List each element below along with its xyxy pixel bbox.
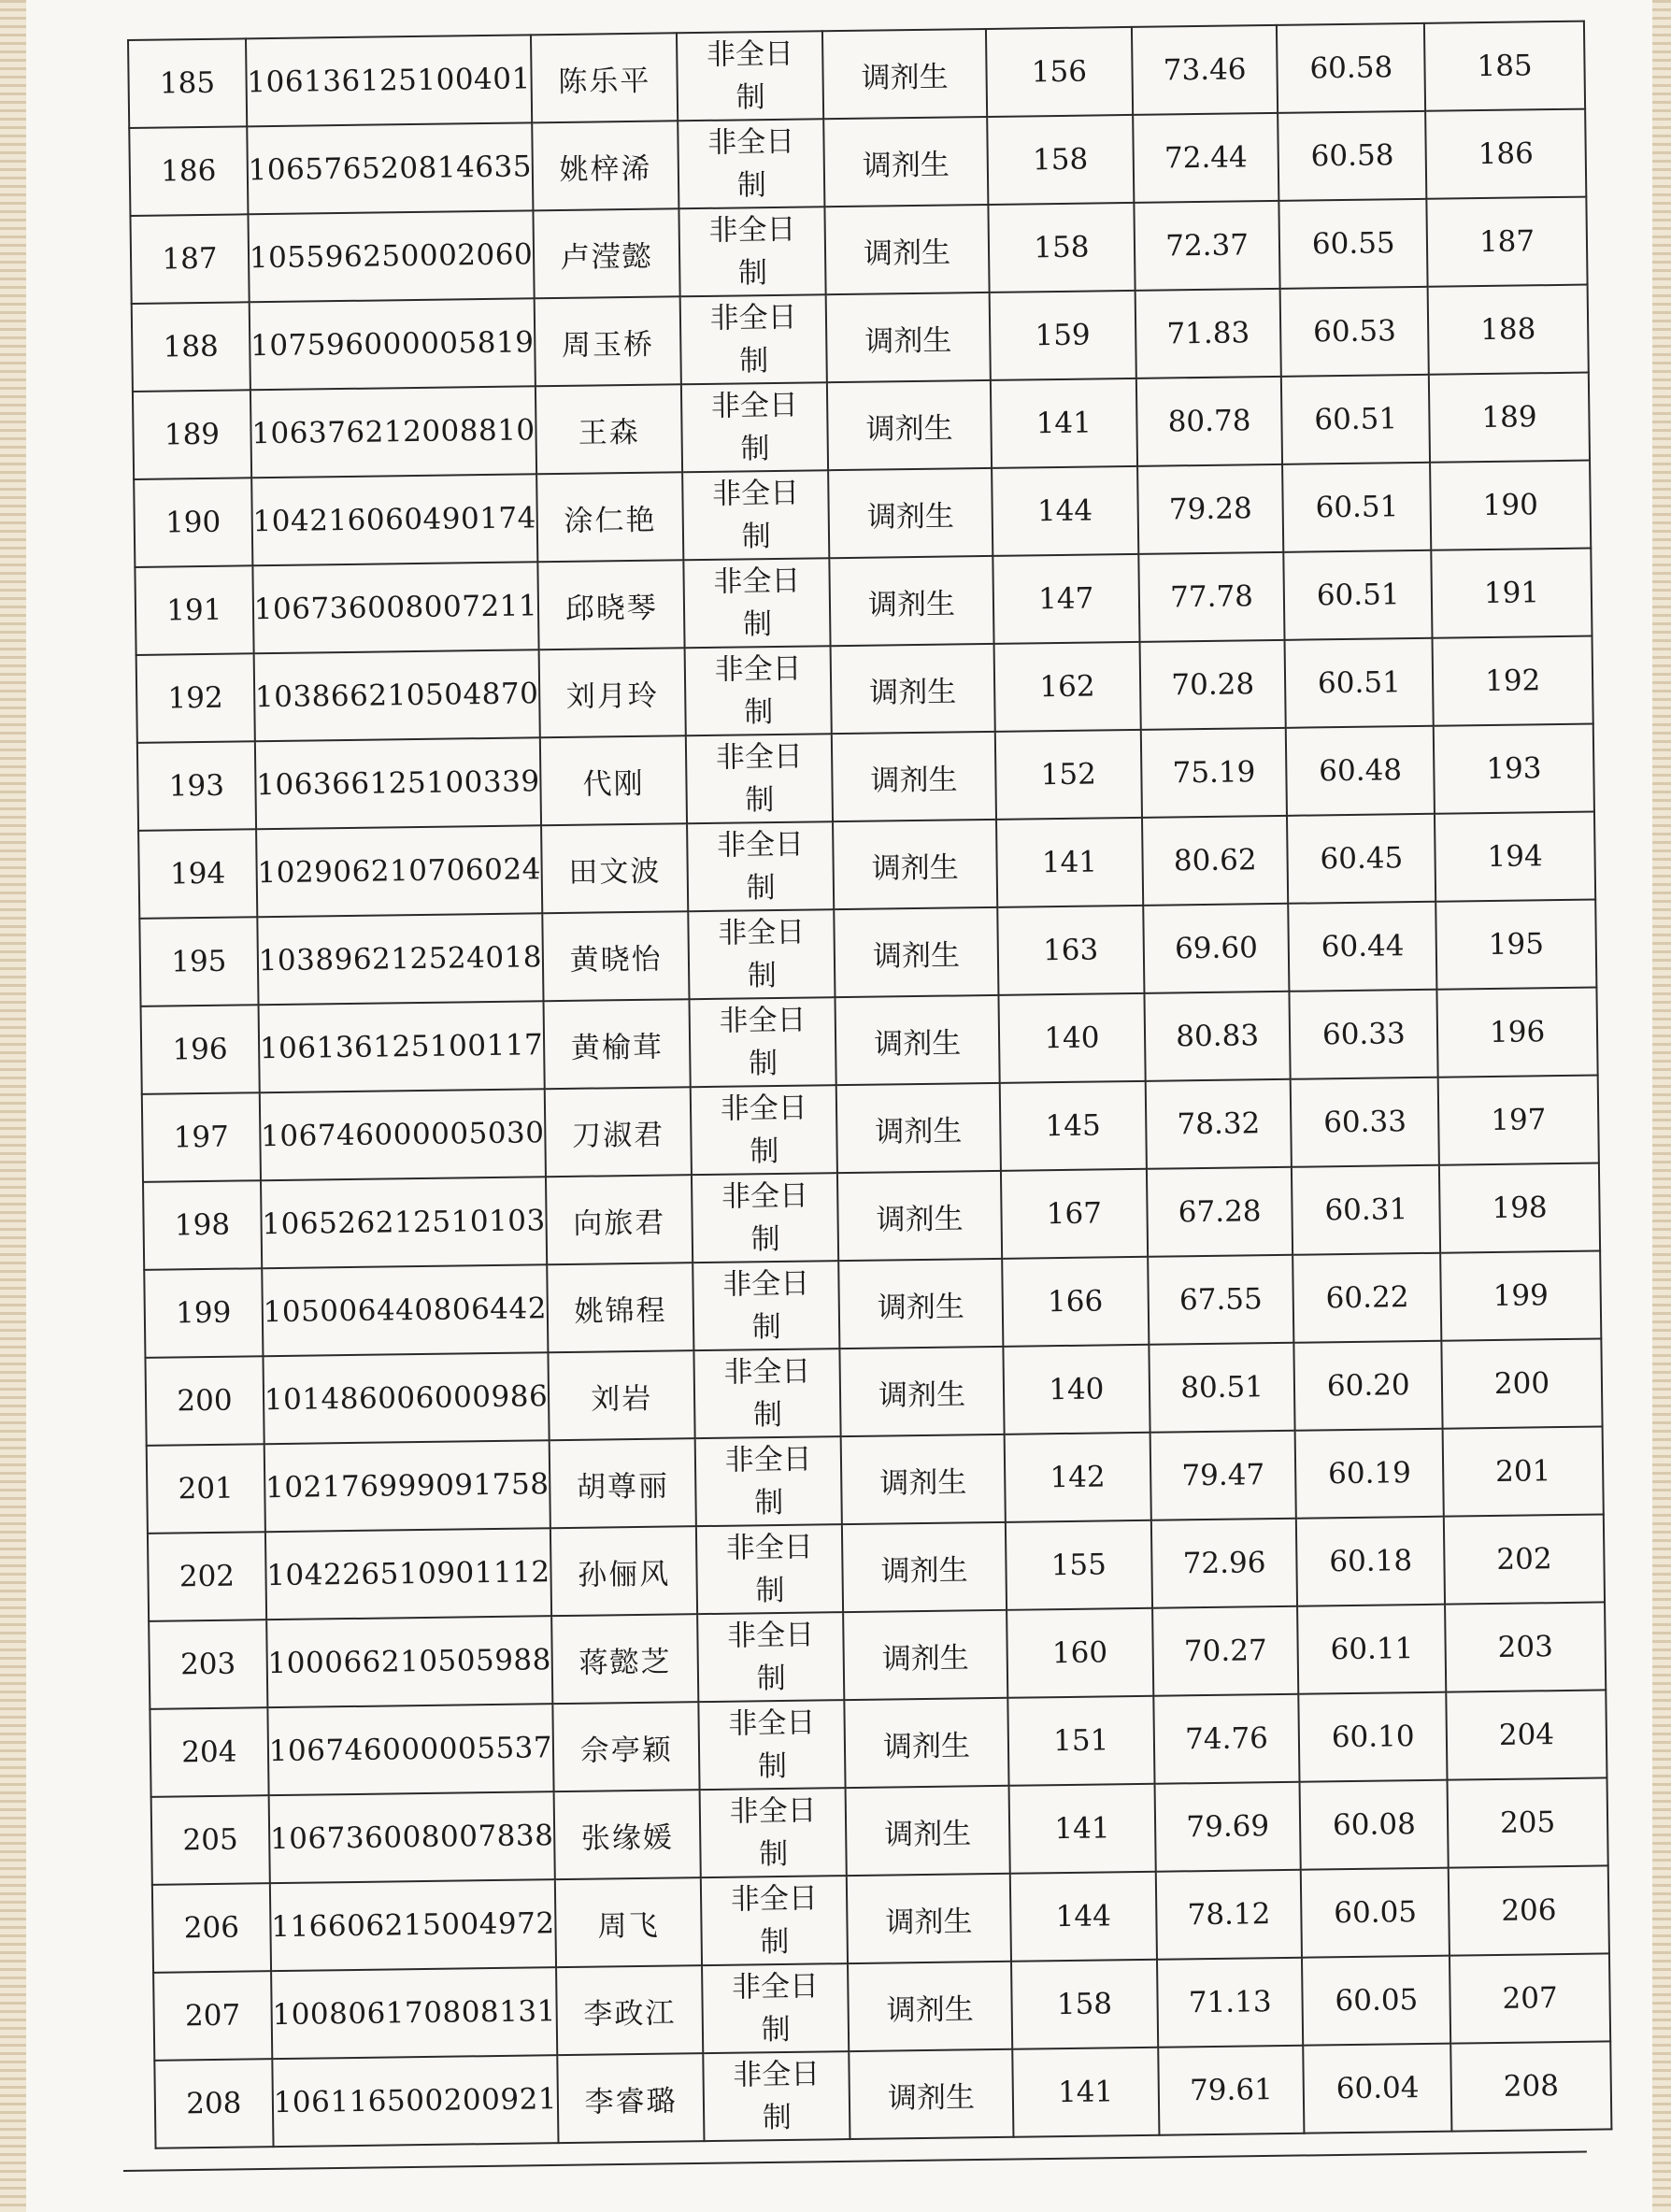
admission-category-cell: 调剂生 [833,820,997,909]
admission-category-cell: 调剂生 [823,117,988,207]
row-number-cell: 190 [134,478,252,567]
candidate-name-cell: 孙俪风 [550,1526,697,1616]
rank-cell: 189 [1429,373,1590,463]
initial-score-cell: 158 [988,203,1135,293]
interview-score-cell: 72.44 [1133,113,1279,203]
admission-category-cell: 调剂生 [825,205,990,294]
total-score-cell: 60.55 [1279,199,1428,289]
total-score-cell: 60.05 [1301,1868,1450,1958]
admission-category-cell: 调剂生 [828,468,993,558]
candidate-id-cell: 106116500200921 [272,2055,559,2147]
candidate-id-cell: 100806170808131 [271,1967,558,2059]
study-mode-cell: 非全日 制 [695,1436,842,1526]
candidate-name-cell: 李政江 [556,1965,703,2055]
interview-score-cell: 73.46 [1132,25,1278,115]
candidate-name-cell: 王森 [536,384,682,474]
candidate-name-cell: 黄晓怡 [542,911,689,1001]
total-score-cell: 60.48 [1286,726,1435,816]
study-mode-cell: 非全日 制 [702,1963,849,2053]
rank-cell: 202 [1444,1514,1605,1604]
candidate-name-cell: 姚梓浠 [532,121,678,210]
total-score-cell: 60.18 [1296,1517,1445,1606]
study-mode-cell: 非全日 制 [691,1085,837,1175]
row-number-cell: 197 [142,1092,261,1182]
study-mode-cell: 非全日 制 [687,821,834,911]
row-number-cell: 203 [149,1620,267,1709]
candidate-name-cell: 周飞 [555,1877,702,1967]
candidate-id-cell: 106746000005030 [260,1089,547,1180]
initial-score-cell: 147 [993,554,1139,644]
interview-score-cell: 79.47 [1150,1431,1296,1520]
rank-cell: 192 [1433,636,1593,726]
candidate-name-cell: 田文波 [541,823,688,913]
admission-category-cell: 调剂生 [842,1522,1007,1612]
row-number-cell: 186 [129,126,248,216]
candidate-id-cell: 106746000005537 [267,1704,554,1795]
study-mode-cell: 非全日 制 [692,1173,838,1263]
rank-cell: 201 [1443,1426,1604,1516]
candidate-name-cell: 代刚 [540,735,687,825]
rank-cell: 203 [1445,1602,1606,1691]
candidate-name-cell: 李睿璐 [557,2053,704,2143]
rank-cell: 204 [1446,1690,1607,1779]
study-mode-cell: 非全日 制 [703,2051,850,2141]
study-mode-cell: 非全日 制 [679,207,826,296]
candidate-name-cell: 姚锦程 [547,1263,693,1352]
row-number-cell: 200 [145,1356,264,1446]
total-score-cell: 60.51 [1283,463,1432,552]
interview-score-cell: 80.62 [1142,816,1289,906]
admission-category-cell: 调剂生 [845,1698,1009,1788]
study-mode-cell: 非全日 制 [684,558,831,648]
interview-score-cell: 79.28 [1137,464,1284,554]
initial-score-cell: 142 [1005,1433,1151,1522]
row-number-cell: 204 [150,1707,268,1797]
admission-category-cell: 调剂生 [838,1259,1003,1349]
score-table-body [128,21,1611,2148]
candidate-name-cell: 涂仁艳 [536,472,683,562]
candidate-name-cell: 蒋懿芝 [551,1614,698,1704]
total-score-cell: 60.51 [1285,638,1434,728]
total-score-cell: 60.45 [1287,814,1435,904]
initial-score-cell: 163 [997,906,1144,995]
initial-score-cell: 166 [1002,1257,1149,1347]
rank-cell: 187 [1426,197,1587,287]
candidate-name-cell: 刘岩 [549,1350,695,1440]
interview-score-cell: 80.83 [1144,992,1291,1081]
rank-cell: 200 [1441,1338,1602,1428]
total-score-cell: 60.33 [1291,1077,1439,1167]
row-number-cell: 194 [138,829,257,919]
admission-category-cell: 调剂生 [831,644,995,734]
rank-cell: 194 [1435,812,1595,902]
admission-category-cell: 调剂生 [849,2049,1013,2139]
initial-score-cell: 141 [991,378,1137,468]
candidate-name-cell: 张缘媛 [554,1790,701,1879]
admission-category-cell: 调剂生 [836,1083,1001,1173]
row-number-cell: 195 [139,917,258,1006]
rank-cell: 198 [1439,1163,1600,1252]
admission-category-cell: 调剂生 [830,556,994,646]
row-number-cell: 193 [137,741,256,831]
total-score-cell: 60.04 [1304,2044,1452,2134]
candidate-name-cell: 卢滢懿 [534,208,680,298]
total-score-cell: 60.31 [1292,1165,1440,1255]
row-number-cell: 187 [130,214,249,304]
rank-cell: 186 [1425,109,1586,199]
candidate-id-cell: 107596000005819 [249,298,536,390]
rank-cell: 208 [1450,2041,1611,2131]
candidate-id-cell: 106736008007211 [252,562,539,653]
candidate-id-cell: 106136125100117 [258,1001,545,1092]
row-number-cell: 191 [135,565,253,655]
initial-score-cell: 159 [990,291,1136,380]
candidate-id-cell: 102176999091758 [264,1440,550,1532]
study-mode-cell: 非全日 制 [680,294,827,384]
candidate-id-cell: 102906210706024 [256,825,543,917]
admission-category-cell: 调剂生 [843,1610,1007,1700]
initial-score-cell: 167 [1001,1169,1148,1259]
candidate-id-cell: 106736008007838 [268,1791,555,1883]
candidate-name-cell: 陈乐平 [531,33,678,122]
admission-category-cell: 调剂生 [840,1347,1005,1436]
total-score-cell: 60.51 [1281,375,1430,464]
interview-score-cell: 77.78 [1138,552,1285,642]
total-score-cell: 60.53 [1280,287,1429,377]
study-mode-cell: 非全日 制 [701,1876,848,1965]
interview-score-cell: 67.28 [1147,1167,1293,1257]
rank-cell: 195 [1435,900,1596,990]
admission-category-cell: 调剂生 [841,1434,1006,1524]
study-mode-cell: 非全日 制 [694,1349,841,1438]
study-mode-cell: 非全日 制 [690,997,836,1087]
interview-score-cell: 71.13 [1157,1958,1304,2048]
rank-cell: 196 [1437,988,1598,1077]
interview-score-cell: 72.96 [1151,1519,1298,1608]
total-score-cell: 60.10 [1299,1692,1448,1782]
candidate-id-cell: 103866210504870 [253,649,540,741]
total-score-cell: 60.58 [1277,23,1425,113]
candidate-name-cell: 刀淑君 [545,1087,692,1177]
candidate-id-cell: 106526212510103 [261,1177,548,1268]
rank-cell: 190 [1430,461,1591,550]
initial-score-cell: 158 [1011,1960,1158,2049]
interview-score-cell: 79.69 [1154,1782,1301,1872]
interview-score-cell: 78.12 [1155,1870,1302,1960]
initial-score-cell: 160 [1007,1608,1153,1698]
admission-category-cell: 调剂生 [827,380,992,470]
initial-score-cell: 151 [1007,1696,1154,1786]
rank-cell: 191 [1431,549,1592,638]
rank-cell: 188 [1428,285,1589,375]
candidate-name-cell: 邱晓琴 [537,560,684,649]
initial-score-cell: 155 [1006,1520,1152,1610]
row-number-cell: 207 [153,1971,272,2061]
admission-category-cell: 调剂生 [834,907,998,997]
candidate-name-cell: 刘月玲 [539,648,686,737]
interview-score-cell: 67.55 [1148,1255,1294,1345]
row-number-cell: 202 [148,1532,266,1621]
total-score-cell: 60.05 [1302,1956,1450,2046]
initial-score-cell: 141 [1008,1784,1155,1874]
interview-score-cell: 70.27 [1152,1606,1299,1696]
rank-cell: 185 [1424,21,1585,111]
score-table [127,21,1612,2149]
interview-score-cell: 71.83 [1135,289,1281,378]
study-mode-cell: 非全日 制 [678,119,824,208]
row-number-cell: 189 [133,390,251,479]
rank-cell: 207 [1450,1953,1610,2043]
admission-category-cell: 调剂生 [848,1962,1012,2051]
initial-score-cell: 144 [992,466,1138,556]
total-score-cell: 60.51 [1284,550,1433,640]
admission-category-cell: 调剂生 [846,1786,1010,1876]
candidate-id-cell: 104216060490174 [251,474,538,565]
admission-category-cell: 调剂生 [826,293,991,382]
candidate-id-cell: 100066210505988 [266,1616,553,1707]
rank-cell: 199 [1440,1250,1601,1340]
candidate-id-cell: 116606215004972 [270,1879,557,1971]
study-mode-cell: 非全日 制 [688,909,835,999]
admission-category-cell: 调剂生 [847,1874,1011,1963]
interview-score-cell: 74.76 [1153,1694,1300,1784]
total-score-cell: 60.19 [1295,1429,1444,1519]
row-number-cell: 192 [136,653,255,743]
initial-score-cell: 156 [986,27,1133,117]
interview-score-cell: 72.37 [1134,201,1280,291]
study-mode-cell: 非全日 制 [697,1612,844,1702]
study-mode-cell: 非全日 制 [699,1700,846,1790]
interview-score-cell: 79.61 [1158,2046,1305,2135]
interview-score-cell: 70.28 [1139,640,1286,730]
candidate-name-cell: 胡尊丽 [550,1438,696,1528]
total-score-cell: 60.58 [1278,111,1427,201]
study-mode-cell: 非全日 制 [685,646,832,735]
initial-score-cell: 162 [993,642,1140,732]
initial-score-cell: 141 [996,818,1143,907]
rank-cell: 205 [1448,1777,1608,1867]
row-number-cell: 201 [147,1444,265,1534]
initial-score-cell: 152 [995,730,1142,820]
interview-score-cell: 69.60 [1143,904,1290,993]
row-number-cell: 208 [154,2059,273,2148]
rank-cell: 206 [1449,1865,1609,1955]
total-score-cell: 60.22 [1293,1253,1442,1343]
study-mode-cell: 非全日 制 [681,382,828,472]
interview-score-cell: 78.32 [1145,1079,1292,1169]
paper-edge-right [1652,0,1671,2212]
scanned-page [26,0,1652,2212]
candidate-id-cell: 106366125100339 [255,737,542,829]
study-mode-cell: 非全日 制 [677,31,823,121]
table-bottom-rule [123,2151,1587,2172]
row-number-cell: 206 [152,1883,271,1973]
candidate-id-cell: 106136125100401 [246,35,533,126]
interview-score-cell: 80.78 [1136,377,1283,466]
admission-category-cell: 调剂生 [837,1171,1002,1261]
initial-score-cell: 144 [1010,1872,1157,1962]
total-score-cell: 60.11 [1298,1605,1447,1694]
rank-cell: 193 [1434,724,1594,814]
candidate-name-cell: 佘亭颖 [552,1702,699,1791]
rank-cell: 197 [1438,1075,1599,1164]
candidate-id-cell: 105006440806442 [262,1264,549,1356]
total-score-cell: 60.33 [1290,990,1438,1079]
initial-score-cell: 145 [1000,1081,1147,1171]
study-mode-cell: 非全日 制 [686,734,833,823]
initial-score-cell: 140 [1003,1345,1150,1434]
row-number-cell: 198 [143,1180,262,1270]
initial-score-cell: 158 [987,115,1134,205]
paper-edge-left [0,0,26,2212]
candidate-name-cell: 周玉桥 [535,296,681,386]
admission-category-cell: 调剂生 [836,995,1000,1085]
candidate-name-cell: 黄榆茸 [544,999,691,1089]
total-score-cell: 60.20 [1294,1341,1443,1431]
row-number-cell: 185 [128,38,247,128]
interview-score-cell: 75.19 [1140,728,1287,818]
candidate-id-cell: 103896212524018 [257,913,544,1005]
candidate-id-cell: 104226510901112 [265,1528,552,1620]
candidate-id-cell: 101486006000986 [263,1352,550,1444]
initial-score-cell: 140 [998,993,1145,1083]
row-number-cell: 196 [141,1005,260,1094]
admission-category-cell: 调剂生 [822,29,987,119]
table-row [154,2041,1611,2148]
candidate-id-cell: 106376212008810 [250,386,537,478]
candidate-name-cell: 向旅君 [546,1175,693,1264]
candidate-id-cell: 106576520814635 [247,122,534,214]
study-mode-cell: 非全日 制 [696,1524,843,1614]
study-mode-cell: 非全日 制 [700,1788,847,1877]
candidate-id-cell: 105596250002060 [248,210,535,302]
admission-category-cell: 调剂生 [832,732,996,821]
total-score-cell: 60.08 [1300,1780,1449,1870]
total-score-cell: 60.44 [1289,902,1437,992]
initial-score-cell: 141 [1012,2048,1159,2137]
study-mode-cell: 非全日 制 [682,470,829,560]
study-mode-cell: 非全日 制 [693,1261,839,1350]
row-number-cell: 199 [144,1268,263,1358]
row-number-cell: 188 [132,302,250,392]
row-number-cell: 205 [151,1795,270,1885]
interview-score-cell: 80.51 [1149,1343,1295,1433]
